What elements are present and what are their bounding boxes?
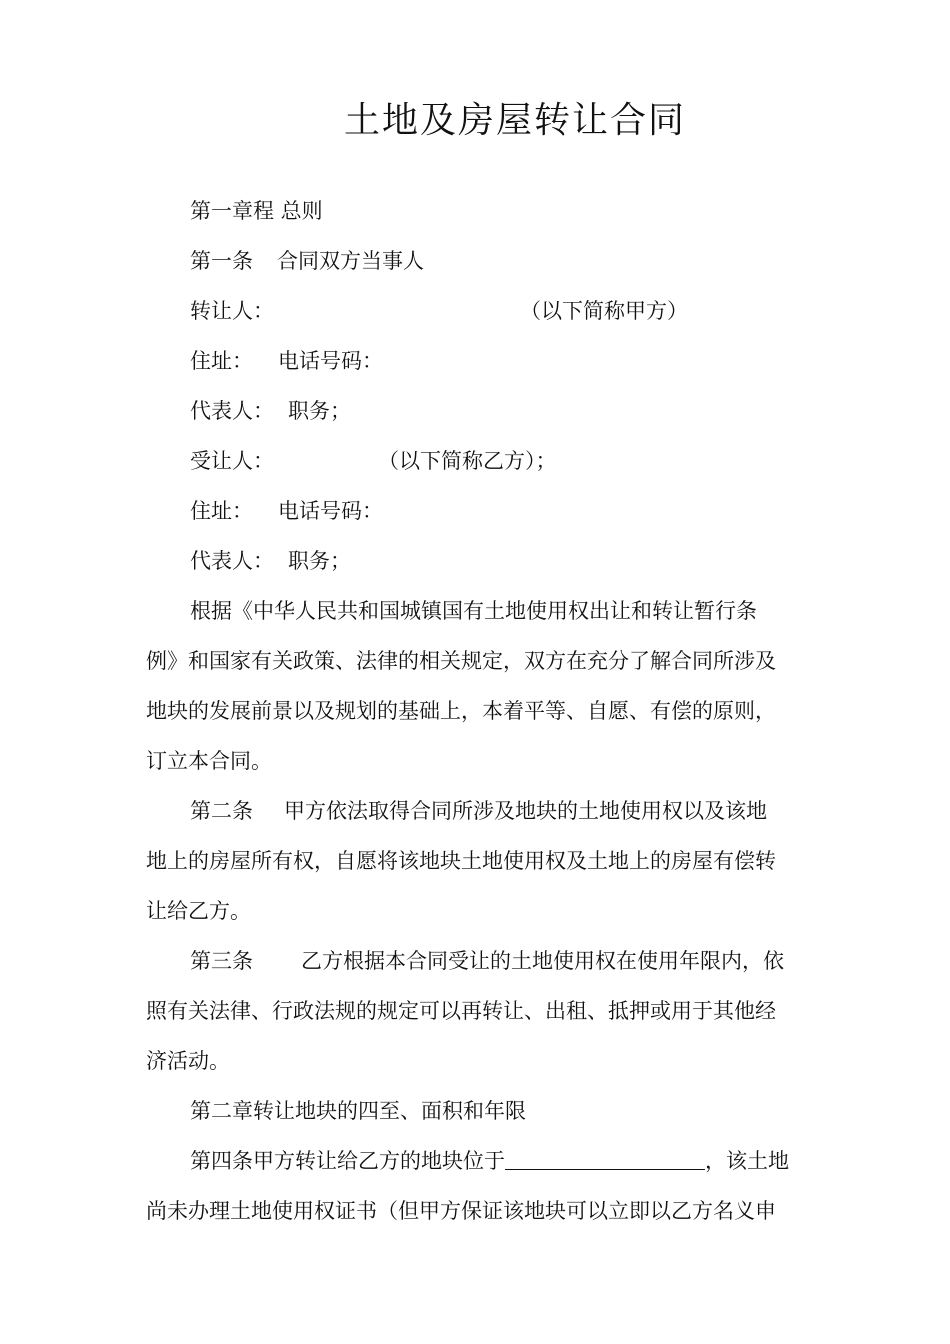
article-3-line-1 (190, 946, 784, 976)
preamble-line-4: 订立本合同。 (146, 749, 272, 773)
article-2-text: 甲方依法取得合同所涉及地块的土地使用权以及该地 (284, 799, 767, 823)
chapter-1-heading: 第一章程 总则 (190, 199, 323, 223)
representative-2-label: 代表人： (190, 549, 274, 573)
address-2-line (190, 496, 383, 526)
article-4-line-2: 尚未办理土地使用权证书（但甲方保证该地块可以立即以乙方名义申 (146, 1199, 776, 1223)
preamble-line-2: 例》和国家有关政策、法律的相关规定，双方在充分了解合同所涉及 (146, 649, 776, 673)
representative-1-label: 代表人： (190, 399, 274, 423)
article-4-text-a: 第四条甲方转让给乙方的地块位于 (190, 1149, 505, 1173)
article-3-line-2: 照有关法律、行政法规的规定可以再转让、出租、抵押或用于其他经 (146, 999, 776, 1023)
article-3-line-3: 济活动。 (146, 1049, 230, 1073)
transferee-line (190, 446, 557, 476)
article-1-number: 第一条 (190, 249, 253, 273)
article-2-line-3: 让给乙方。 (146, 899, 251, 923)
preamble-line-1: 根据《中华人民共和国城镇国有土地使用权出让和转让暂行条 (190, 599, 757, 623)
phone-2-label: 电话号码： (278, 499, 383, 523)
article-2-line-2: 地上的房屋所有权，自愿将该地块土地使用权及土地上的房屋有偿转 (146, 849, 776, 873)
transferee-note: （以下简称乙方）； (378, 449, 557, 473)
preamble-line-3: 地块的发展前景以及规划的基础上，本着平等、自愿、有偿的原则， (146, 699, 776, 723)
representative-2-line (190, 546, 351, 576)
article-1-title: 合同双方当事人 (277, 249, 424, 273)
transferor-label: 转让人： (190, 299, 274, 323)
document-title: 土地及房屋转让合同 (343, 100, 686, 141)
phone-1-label: 电话号码： (278, 349, 383, 373)
article-2-line-1 (190, 796, 767, 826)
article-3-text: 乙方根据本合同受让的土地使用权在使用年限内，依 (301, 949, 784, 973)
article-4-line-1 (190, 1146, 789, 1176)
transferee-label: 受让人： (190, 449, 274, 473)
position-2-label: 职务； (288, 549, 351, 573)
chapter-2-heading: 第二章转让地块的四至、面积和年限 (190, 1099, 526, 1123)
article-1-heading (190, 246, 424, 276)
transferor-note: （以下简称甲方） (520, 299, 688, 323)
address-1-line (190, 346, 383, 376)
transferor-line (190, 296, 688, 326)
location-blank-field (505, 1147, 705, 1170)
article-4-text-b: ，该土地 (705, 1149, 789, 1173)
article-3-number: 第三条 (190, 949, 253, 973)
article-2-number: 第二条 (190, 799, 253, 823)
representative-1-line (190, 396, 351, 426)
address-2-label: 住址： (190, 499, 253, 523)
address-1-label: 住址： (190, 349, 253, 373)
position-1-label: 职务； (288, 399, 351, 423)
